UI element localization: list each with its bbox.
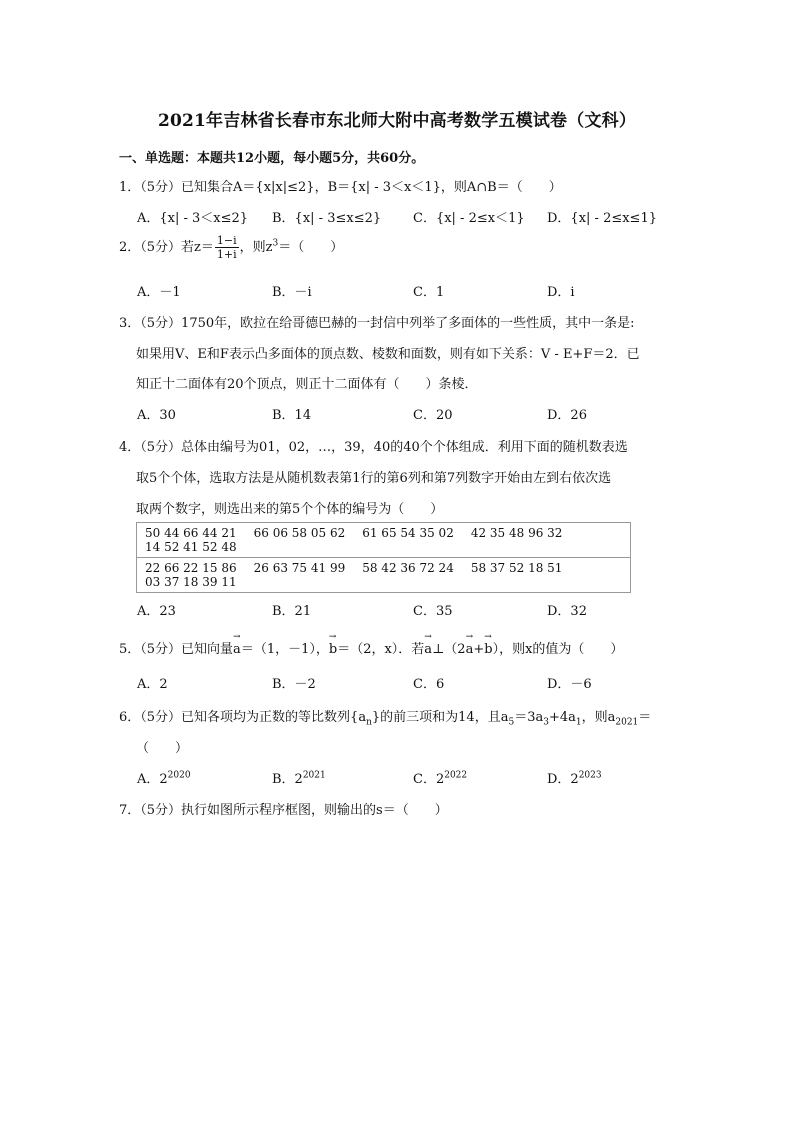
- question-6-text: ＝: [638, 710, 652, 725]
- question-5-option-c[interactable]: C．6: [413, 677, 445, 692]
- question-5-text: ⊥（2: [432, 642, 466, 657]
- question-1-option-b[interactable]: B．{x| - 3≤x≤2}: [272, 211, 382, 226]
- question-2: [119, 234, 343, 261]
- exponent: 2021: [302, 770, 326, 781]
- vector-a: → a: [233, 642, 241, 657]
- question-5-text: ＝（1，－1），: [240, 642, 329, 657]
- question-3-option-b[interactable]: B．14: [272, 408, 312, 423]
- number-group: 26 63 75 41 99: [253, 561, 346, 575]
- vector-b: → b: [484, 642, 492, 657]
- subscript: 1: [575, 717, 582, 728]
- question-4-line-1: 4．（5分）总体由编号为01，02，…，39，40的40个个体组成．利用下面的随机数表选: [119, 440, 628, 455]
- question-6-option-b[interactable]: [272, 768, 326, 787]
- number-group: 58 42 36 72 24: [362, 561, 454, 575]
- option-label: D．2: [547, 772, 579, 787]
- number-group: 14 52 41 52 48: [145, 540, 237, 554]
- vector-a: → a: [466, 642, 474, 657]
- question-6-text: ＝3a: [514, 710, 544, 725]
- question-2-option-b[interactable]: B．－i: [272, 285, 312, 300]
- number-group: 61 65 54 35 02: [362, 526, 454, 540]
- question-7: 7．（5分）执行如图所示程序框图，则输出的s＝（ ）: [119, 803, 448, 818]
- question-1-prefix: 1．（5分）已知集合: [119, 180, 234, 195]
- subscript: 3: [543, 717, 549, 728]
- question-3-option-c[interactable]: C．20: [413, 408, 453, 423]
- option-label: A．2: [137, 772, 168, 787]
- vector-a: → a: [424, 642, 432, 657]
- number-group: 50 44 66 44 21: [145, 526, 237, 540]
- question-1-text: A＝{x|x|≤2}，B＝{x| - 3＜x＜1}，则A∩B＝（ ）: [233, 180, 562, 195]
- question-5-text: ＝（2，x）．若: [337, 642, 425, 657]
- subscript: 5: [508, 717, 515, 728]
- question-3-option-d[interactable]: D．26: [547, 408, 587, 423]
- subscript: 2021: [615, 717, 639, 728]
- question-1-option-a[interactable]: A．{x| - 3＜x≤2}: [137, 211, 249, 226]
- exponent: 3: [272, 238, 279, 249]
- question-4-line-2: 取5个个体，选取方法是从随机数表第1行的第6列和第7列数字开始由左到右依次选: [136, 471, 612, 486]
- number-group: 66 06 58 05 62: [253, 526, 346, 540]
- question-3-option-a[interactable]: A．30: [137, 408, 176, 423]
- question-6-option-d[interactable]: [547, 768, 602, 787]
- question-4-option-c[interactable]: C．35: [413, 604, 453, 619]
- exponent: 2023: [578, 770, 602, 781]
- number-group: 03 37 18 39 11: [145, 575, 237, 589]
- question-4-option-a[interactable]: A．23: [137, 604, 176, 619]
- table-row: [137, 558, 631, 593]
- question-4-option-b[interactable]: B．21: [272, 604, 312, 619]
- question-6-text: 6．（5分）已知各项均为正数的等比数列{a: [119, 710, 367, 725]
- vector-b: → b: [329, 642, 337, 657]
- question-3-line-3: 知正十二面体有20个顶点，则正十二面体有（ ）条棱．: [136, 377, 478, 392]
- question-1-option-c[interactable]: C．{x| - 2≤x＜1}: [413, 211, 525, 226]
- exponent: 2020: [167, 770, 191, 781]
- question-2-suffix: ，则z: [239, 240, 273, 255]
- table-cell: [137, 523, 631, 558]
- table-cell: [137, 558, 631, 593]
- question-6-text: +4a: [548, 710, 576, 725]
- fraction-denominator: 1+i: [216, 248, 237, 261]
- question-6-text: }的前三项和为14，且a: [371, 710, 509, 725]
- question-2-prefix: 2．（5分）若z＝: [119, 240, 214, 255]
- question-1-option-d[interactable]: D．{x| - 2≤x≤1}: [547, 211, 657, 226]
- question-4-line-3: 取两个数字，则选出来的第5个个体的编号为（ ）: [136, 502, 444, 517]
- question-2-end: ＝（ ）: [278, 240, 344, 255]
- question-5-option-b[interactable]: B．－2: [272, 677, 316, 692]
- fraction-numerator: 1−i: [216, 234, 237, 247]
- subscript: n: [366, 717, 372, 728]
- exponent: 2022: [444, 770, 468, 781]
- question-5-option-d[interactable]: D．－6: [547, 677, 592, 692]
- question-6-line-1: [119, 706, 651, 728]
- question-6-text: ，则a: [581, 710, 616, 725]
- question-3-line-1: 3．（5分）1750年，欧拉在给哥德巴赫的一封信中列举了多面体的一些性质，其中一条是:: [119, 316, 635, 331]
- option-label: C．2: [413, 772, 445, 787]
- question-5-option-a[interactable]: A．2: [137, 677, 168, 692]
- question-5: [119, 638, 623, 657]
- question-6-line-2: （ ）: [136, 741, 189, 756]
- question-3-line-2: 如果用V、E和F表示凸多面体的顶点数、棱数和面数，则有如下关系：V - E+F＝2．已: [136, 347, 640, 362]
- random-number-table: [136, 522, 631, 593]
- number-group: 58 37 52 18 51: [470, 561, 563, 575]
- question-1: [119, 176, 562, 195]
- question-6-option-a[interactable]: [137, 768, 191, 787]
- option-label: B．2: [272, 772, 303, 787]
- question-2-option-a[interactable]: A．－1: [137, 285, 181, 300]
- fraction: [215, 234, 239, 261]
- number-group: 22 66 22 15 86: [145, 561, 237, 575]
- plus-sign: +: [473, 642, 485, 657]
- table-row: [137, 523, 631, 558]
- question-2-option-c[interactable]: C．1: [413, 285, 445, 300]
- question-6-option-c[interactable]: [413, 768, 467, 787]
- question-4-option-d[interactable]: D．32: [547, 604, 587, 619]
- number-group: 42 35 48 96 32: [470, 526, 563, 540]
- page-title: 2021年吉林省长春市东北师大附中高考数学五模试卷（文科）: [157, 111, 637, 131]
- section-heading: 一、单选题：本题共12小题，每小题5分，共60分。: [119, 151, 425, 166]
- question-5-prefix: 5．（5分）已知向量: [119, 642, 234, 657]
- question-5-end: ），则x的值为（ ）: [492, 642, 624, 657]
- question-2-option-d[interactable]: D．i: [547, 285, 575, 300]
